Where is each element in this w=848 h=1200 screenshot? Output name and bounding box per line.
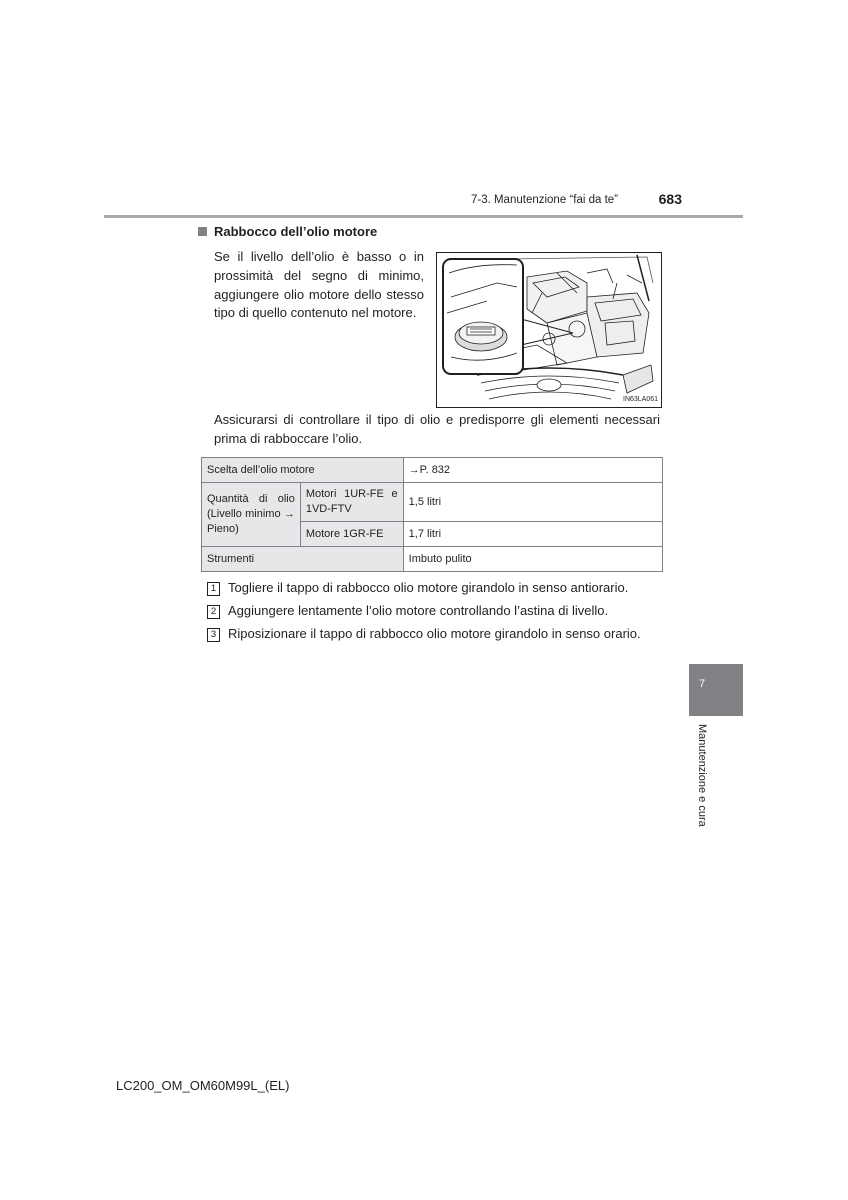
step-number-box: 1 [207, 582, 220, 596]
engine-1gr-label: Motore 1GR-FE [300, 522, 403, 547]
header-section-title: 7-3. Manutenzione “fai da te” [470, 194, 618, 206]
chapter-label: Manutenzione e cura [696, 724, 708, 827]
step-text: Riposizionare il tappo di rabbocco olio motore girandolo in senso orario. [228, 626, 641, 641]
oil-choice-label: Scelta dell’olio motore [202, 458, 404, 483]
tools-value: Imbuto pulito [403, 547, 662, 572]
header-divider [104, 215, 743, 218]
step-number-box: 3 [207, 628, 220, 642]
step-text: Aggiungere lentamente l’olio motore controllando l’astina di livello. [228, 603, 609, 618]
oil-choice-value: →P. 832 [403, 458, 662, 483]
engine-illustration-drawing [437, 253, 661, 407]
list-item [207, 603, 608, 619]
oil-quantity-label: Quantità di olio (Livello minimo → Pieno) [202, 483, 301, 547]
step-text: Togliere il tappo di rabbocco olio motore girandolo in senso antiorario. [228, 580, 629, 595]
list-item [207, 626, 641, 642]
chapter-number: 7 [698, 678, 706, 690]
table-row [202, 483, 663, 522]
page-number: 683 [658, 191, 682, 207]
engine-1ur-1vd-value: 1,5 litri [403, 483, 662, 522]
table-row [202, 458, 663, 483]
list-item [207, 580, 628, 596]
intro-paragraph: Se il livello dell’olio è basso o in prossimità del segno di minimo, aggiungere olio motore dello stesso tipo di quello contenuto nel motore. [214, 249, 424, 321]
footer-code: LC200_OM_OM60M99L_(EL) [116, 1078, 290, 1093]
step-number-box: 2 [207, 605, 220, 619]
engine-1ur-1vd-label: Motori 1UR-FE e 1VD-FTV [300, 483, 403, 522]
section-heading-text: Rabbocco dell’olio motore [214, 224, 378, 239]
tools-label: Strumenti [202, 547, 404, 572]
check-paragraph: Assicurarsi di controllare il tipo di olio e predisporre gli elementi necessari prima di rabboccare l’olio. [214, 412, 660, 446]
square-bullet-icon [198, 227, 207, 236]
section-heading [198, 224, 377, 239]
illustration-code: IN63LA061 [623, 396, 659, 403]
oil-spec-table [201, 457, 663, 572]
chapter-tab [689, 664, 743, 716]
table-row [202, 547, 663, 572]
engine-bay-illustration [436, 252, 662, 408]
engine-1gr-value: 1,7 litri [403, 522, 662, 547]
